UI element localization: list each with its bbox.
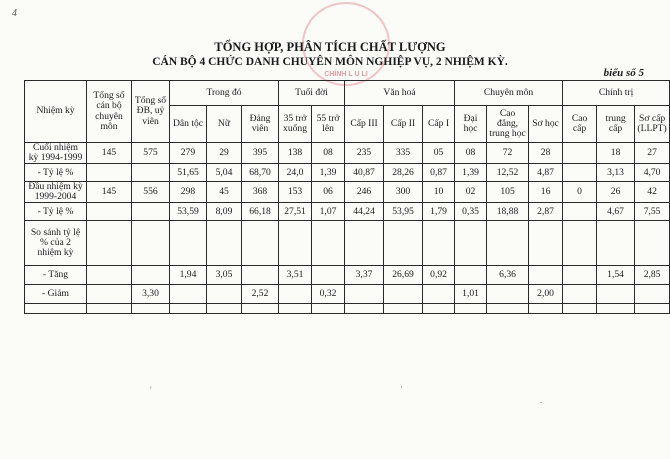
table-cell [384,304,423,314]
table-cell: 0,32 [312,285,345,304]
table-cell: 556 [132,182,170,203]
table-cell [132,221,170,266]
table-cell [563,143,597,164]
table-cell [635,221,670,266]
subheader: Đại học [455,106,487,143]
table-cell: 575 [132,143,170,164]
table-cell [563,304,597,314]
table-cell [423,304,455,314]
header-tong-so-db: Tổng số ĐB, uỷ viên [132,81,170,143]
scan-speck: · [400,382,403,392]
table-cell: 105 [487,182,529,203]
table-cell [635,304,670,314]
table-cell [597,285,635,304]
table-row-tang [25,266,670,285]
subheader: 35 trở xuống [279,106,312,143]
table-cell: 2,85 [635,266,670,285]
table-cell [597,304,635,314]
header-chinh-tri: Chính trị [563,81,670,106]
table-cell: 4,70 [635,164,670,182]
table-cell: 26,69 [384,266,423,285]
table-cell [87,266,132,285]
table-cell [529,304,563,314]
corner-mark: 4 [12,8,17,19]
table-cell [242,266,279,285]
subheader: Đảng viên [242,106,279,143]
row-label: Đầu nhiệm kỳ 1999-2004 [25,182,87,203]
table-cell: 12,52 [487,164,529,182]
table-cell: 138 [279,143,312,164]
table-cell [87,221,132,266]
table-cell: 235 [345,143,384,164]
table-cell: 08 [312,143,345,164]
table-cell [563,285,597,304]
table-cell [423,285,455,304]
table-cell [87,203,132,221]
table-cell [242,221,279,266]
table-cell: 298 [170,182,207,203]
row-label: So sánh tỷ lệ % của 2 nhiệm kỳ [25,221,87,266]
table-cell [132,266,170,285]
table-cell: 145 [87,182,132,203]
table-cell [455,266,487,285]
subheader: Cấp I [423,106,455,143]
table-cell: 02 [455,182,487,203]
table-cell: 08 [455,143,487,164]
subheader: Dân tộc [170,106,207,143]
table-cell: 4,87 [529,164,563,182]
table-cell: 05 [423,143,455,164]
table-cell: 2,87 [529,203,563,221]
table-cell: 1,39 [312,164,345,182]
table-row-empty [25,304,670,314]
table-cell: 7,55 [635,203,670,221]
table-cell: 2,52 [242,285,279,304]
table-cell: 1,07 [312,203,345,221]
row-label: - Tỷ lệ % [25,203,87,221]
table-cell: 27 [635,143,670,164]
table-row-ty-le-1 [25,164,670,182]
table-row-ty-le-2 [25,203,670,221]
table-cell [87,304,132,314]
table-cell [87,285,132,304]
header-trong-do: Trong đó [170,81,279,106]
table-cell [563,266,597,285]
table-cell: 0,35 [455,203,487,221]
table-cell: 40,87 [345,164,384,182]
table-cell: 3,05 [207,266,242,285]
table-cell: 1,01 [455,285,487,304]
table-cell [207,221,242,266]
table-cell: 24,0 [279,164,312,182]
table-cell: 3,51 [279,266,312,285]
subheader: Nữ [207,106,242,143]
table-cell [597,221,635,266]
table-cell [207,285,242,304]
table-cell [635,285,670,304]
table-cell: 06 [312,182,345,203]
table-cell [170,285,207,304]
table-cell [132,203,170,221]
subheader: Sơ cấp (LLPT) [635,106,670,143]
table-cell: 6,36 [487,266,529,285]
header-tong-so-can-bo: Tổng số cán bộ chuyên môn [87,81,132,143]
table-cell: 51,65 [170,164,207,182]
row-label: Cuối nhiệm kỳ 1994-1999 [25,143,87,164]
row-label: - Giảm [25,285,87,304]
table-cell [423,221,455,266]
table-cell [242,304,279,314]
table-cell: 66,18 [242,203,279,221]
table-cell [487,221,529,266]
table-cell: 0 [563,182,597,203]
table-cell: 246 [345,182,384,203]
table-cell: 145 [87,143,132,164]
table-cell: 10 [423,182,455,203]
subheader: Cao đẳng, trung học [487,106,529,143]
table-cell: 27,51 [279,203,312,221]
subheader: Sơ học [529,106,563,143]
table-cell [487,285,529,304]
table-cell: 26 [597,182,635,203]
scan-speck: ' [150,385,152,395]
table-cell [345,221,384,266]
table-cell: 368 [242,182,279,203]
table-cell: 18 [597,143,635,164]
table-cell: 335 [384,143,423,164]
table-cell: 0,92 [423,266,455,285]
table-cell [25,304,87,314]
table-cell [207,304,242,314]
form-number: biểu số 5 [603,67,644,79]
document-subtitle: CÁN BỘ 4 CHỨC DANH CHUYÊN MÔN NGHIỆP VỤ, 2 NHIỆM KỲ. [152,56,508,68]
table-cell [312,304,345,314]
table-cell: 5,04 [207,164,242,182]
table-row-cuoi-nhiem-ky [25,143,670,164]
table-cell [132,164,170,182]
table-cell [170,221,207,266]
row-label: - Tỷ lệ % [25,164,87,182]
table-row-dau-nhiem-ky [25,182,670,203]
table-cell: 16 [529,182,563,203]
table-cell: 153 [279,182,312,203]
table-cell [312,266,345,285]
table-cell [279,304,312,314]
statistics-table [24,80,670,314]
stamp-text: CHÍNH L U LI [324,71,368,78]
table-cell: 3,13 [597,164,635,182]
scan-speck: . [540,395,543,405]
table-cell: 1,79 [423,203,455,221]
table-cell [563,203,597,221]
table-cell [87,164,132,182]
table-cell: 18,88 [487,203,529,221]
table-cell [384,221,423,266]
header-van-hoa: Văn hoá [345,81,455,106]
subheader: trung cấp [597,106,635,143]
subheader: Cấp II [384,106,423,143]
table-cell [563,221,597,266]
row-label: - Tăng [25,266,87,285]
table-row-giam [25,285,670,304]
subheader: Cao cấp [563,106,597,143]
table-cell [487,304,529,314]
table-cell: 42 [635,182,670,203]
table-cell: 2,00 [529,285,563,304]
table-cell: 53,59 [170,203,207,221]
table-cell: 395 [242,143,279,164]
header-chuyen-mon: Chuyên môn [455,81,563,106]
table-cell [279,221,312,266]
table-cell: 279 [170,143,207,164]
table-cell [312,221,345,266]
table-cell: 53,95 [384,203,423,221]
table-cell: 68,70 [242,164,279,182]
table-cell: 3,30 [132,285,170,304]
table-cell: 0,87 [423,164,455,182]
table-cell [345,304,384,314]
table-cell: 4,67 [597,203,635,221]
table-cell: 1,94 [170,266,207,285]
header-nhiem-ky: Nhiệm kỳ [25,81,87,143]
table-cell [455,304,487,314]
table-cell [529,266,563,285]
table-cell: 45 [207,182,242,203]
table-cell: 1,54 [597,266,635,285]
table-cell: 3,37 [345,266,384,285]
table-cell: 44,24 [345,203,384,221]
table-cell [455,221,487,266]
table-cell [563,164,597,182]
table-cell: 8,09 [207,203,242,221]
table-row-so-sanh [25,221,670,266]
table-cell [132,304,170,314]
table-cell: 28,26 [384,164,423,182]
document-title: TỔNG HỢP, PHÂN TÍCH CHẤT LƯỢNG [214,40,446,54]
table-cell: 28 [529,143,563,164]
table-cell [345,285,384,304]
table-cell [279,285,312,304]
subheader: 55 trở lên [312,106,345,143]
table-cell [170,304,207,314]
table-cell: 29 [207,143,242,164]
header-tuoi-doi: Tuổi đời [279,81,345,106]
table-cell [384,285,423,304]
table-cell: 300 [384,182,423,203]
table-cell [529,221,563,266]
table-cell: 1,39 [455,164,487,182]
table-cell: 72 [487,143,529,164]
subheader: Cấp III [345,106,384,143]
